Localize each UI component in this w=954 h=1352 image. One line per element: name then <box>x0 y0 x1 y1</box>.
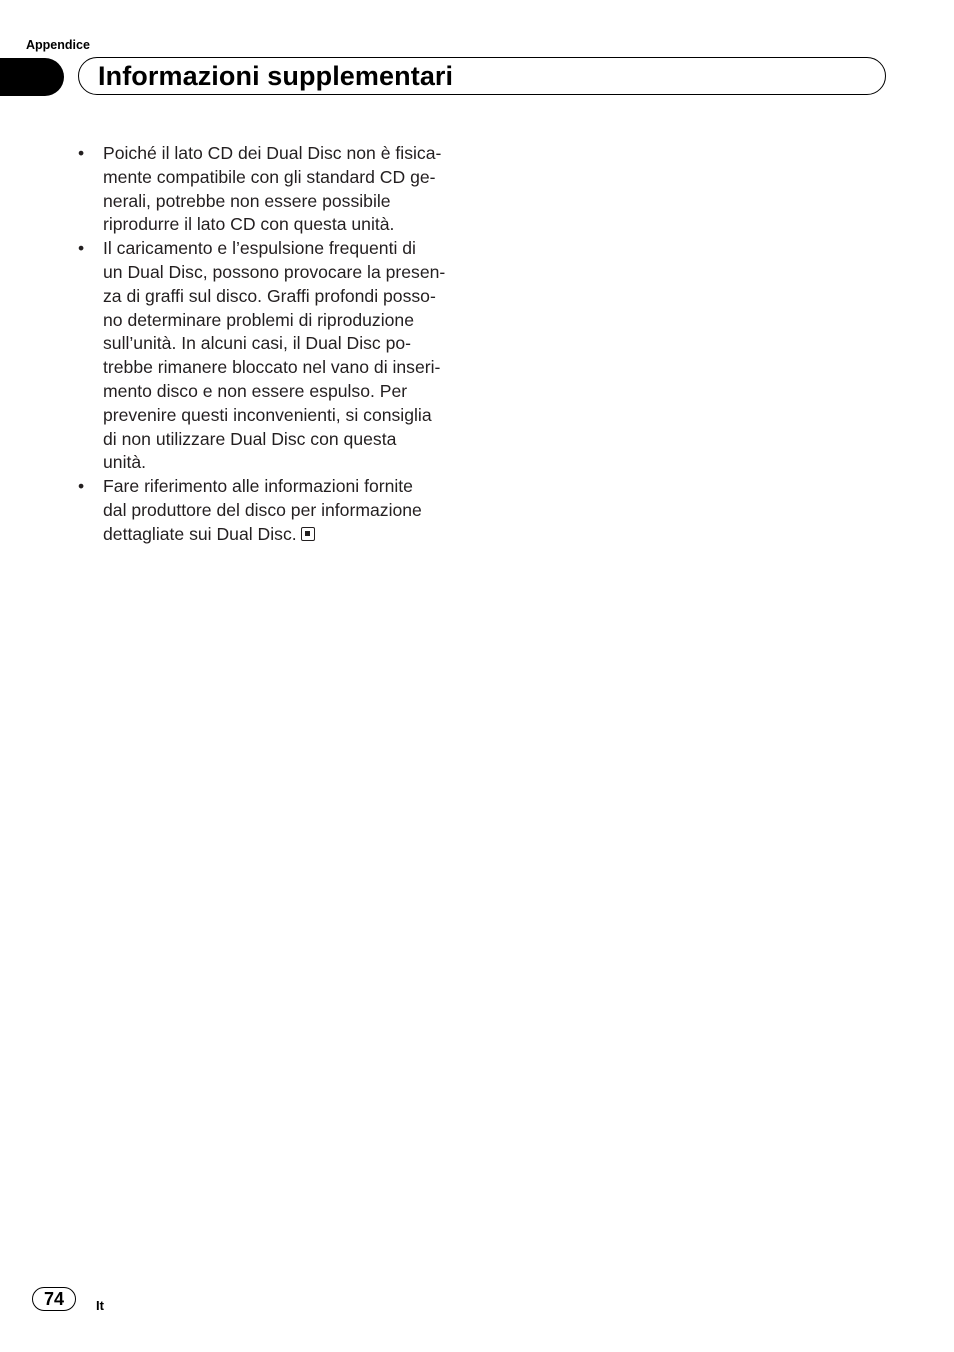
text-line-last <box>103 523 470 547</box>
language-code: It <box>96 1298 104 1313</box>
bullet-list <box>78 142 470 547</box>
text-line: un Dual Disc, possono provocare la presen- <box>103 261 446 282</box>
page-number: 74 <box>32 1287 76 1311</box>
text-line: prevenire questi inconvenienti, si consiglia <box>103 404 432 425</box>
text-line: Fare riferimento alle informazioni fornite <box>103 476 413 497</box>
text-line: di non utilizzare Dual Disc con questa <box>103 428 397 449</box>
text-line: nerali, potrebbe non essere possibile <box>103 190 391 211</box>
section-label: Appendice <box>26 38 90 52</box>
text-line: trebbe rimanere bloccato nel vano di inseri- <box>103 357 441 378</box>
text-line: Il caricamento e l’espulsione frequenti di <box>103 238 416 259</box>
bullet-item-2 <box>78 237 470 475</box>
bullet-marker: • <box>78 143 85 163</box>
text-line: unità. <box>103 452 147 473</box>
bullet-item-3 <box>78 475 470 546</box>
end-of-section-icon <box>301 527 315 541</box>
text-line: mente compatibile con gli standard CD ge- <box>103 166 436 187</box>
section-tab-block <box>0 58 64 96</box>
text-line: za di graffi sul disco. Graffi profondi posso- <box>103 285 436 306</box>
text-line-content: dettagliate sui Dual Disc. <box>103 523 297 544</box>
bullet-item-1 <box>78 142 470 237</box>
text-line: dal produttore del disco per informazione <box>103 499 422 520</box>
text-line: mento disco e non essere espulso. Per <box>103 380 408 401</box>
text-line: riprodurre il lato CD con questa unità. <box>103 214 395 235</box>
bullet-marker: • <box>78 238 85 259</box>
page-title: Informazioni supplementari <box>98 61 454 91</box>
bullet-marker: • <box>78 476 85 497</box>
text-line: sull’unità. In alcuni casi, il Dual Disc po- <box>103 333 412 354</box>
text-line: Poiché il lato CD dei Dual Disc non è fisica- <box>103 143 442 163</box>
text-line: no determinare problemi di riproduzione <box>103 309 414 330</box>
